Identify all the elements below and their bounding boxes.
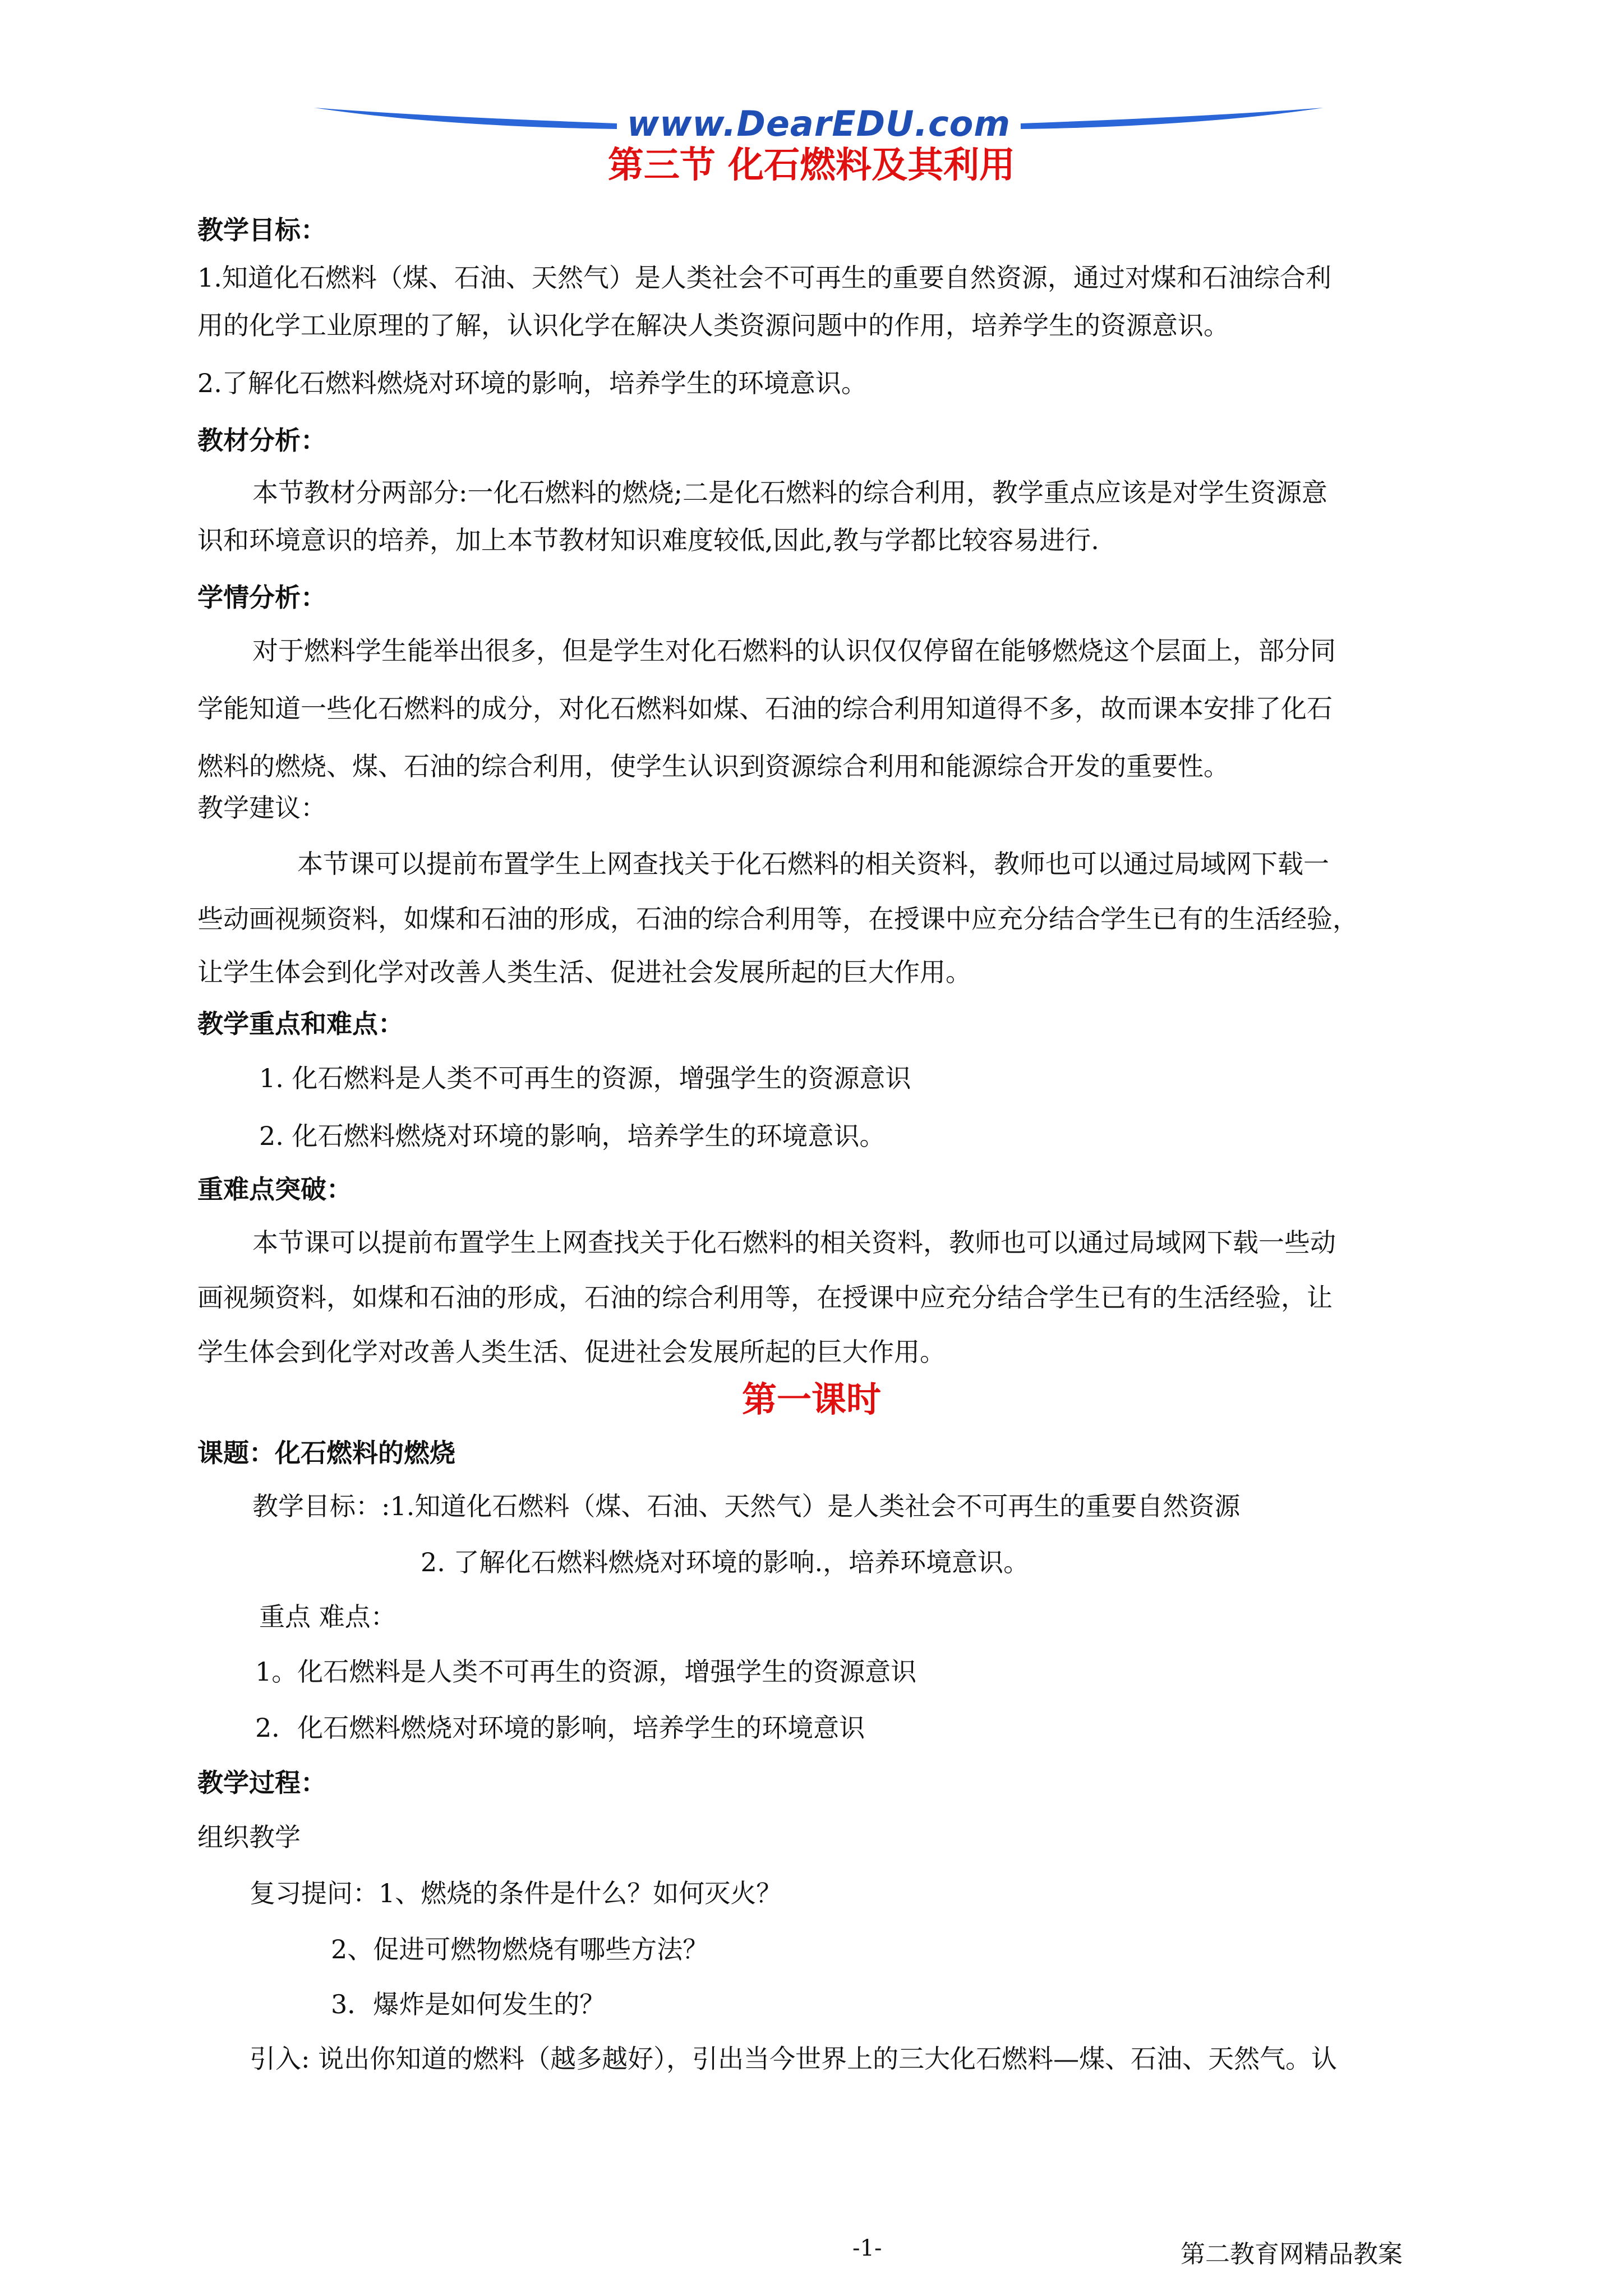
list-item: 2. 化石燃料燃烧对环境的影响，培养学生的环境意识。	[259, 1121, 886, 1151]
lesson-objective: 教学目标：:1.知道化石燃料（煤、石油、天然气）是人类社会不可再生的重要自然资源	[252, 1491, 1241, 1521]
list-item: 2．化石燃料燃烧对环境的影响，培养学生的环境意识	[255, 1713, 865, 1743]
review-question: 2、促进可燃物燃烧有哪些方法？	[331, 1934, 709, 1964]
heading-objectives: 教学目标：	[197, 215, 326, 245]
paragraph-line: 些动画视频资料，如煤和石油的形成，石油的综合利用等，在授课中应充分结合学生已有的生活经验，	[197, 904, 1358, 934]
lesson-objective: 2. 了解化石燃料燃烧对环境的影响.，培养环境意识。	[421, 1547, 1030, 1577]
paragraph-line: 2.了解化石燃料燃烧对环境的影响，培养学生的环境意识。	[197, 368, 867, 398]
key-difficult-label: 重点 难点：	[259, 1602, 396, 1632]
paragraph-line: 识和环境意识的培养，加上本节教材知识难度较低,因此,教与学都比较容易进行.	[197, 525, 1099, 555]
paragraph-line: 学能知道一些化石燃料的成分，对化石燃料如煤、石油的综合利用知道得不多，故而课本安排了化石	[197, 693, 1332, 724]
heading-student-analysis: 学情分析：	[197, 582, 326, 613]
heading-key-points: 教学重点和难点：	[197, 1009, 404, 1039]
paragraph-line: 画视频资料，如煤和石油的形成，石油的综合利用等，在授课中应充分结合学生已有的生活经验，让	[197, 1282, 1332, 1313]
paragraph-line: 学生体会到化学对改善人类生活、促进社会发展所起的巨大作用。	[197, 1337, 946, 1367]
paragraph-line: 本节课可以提前布置学生上网查找关于化石燃料的相关资料，教师也可以通过局域网下载一	[297, 849, 1329, 879]
paragraph-line: 本节教材分两部分:一化石燃料的燃烧;二是化石燃料的综合利用，教学重点应该是对学生资源意	[252, 477, 1327, 508]
lesson-topic-text: 课题：化石燃料的燃烧	[197, 1438, 455, 1468]
paragraph-line: 1.知道化石燃料（煤、石油、天然气）是人类社会不可再生的重要自然资源，通过对煤和石油综合利	[197, 263, 1331, 293]
page-number: -1-	[852, 2235, 882, 2261]
paragraph-line: 引入: 说出你知道的燃料（越多越好），引出当今世界上的三大化石燃料—煤、石油、天然气。认	[250, 2044, 1338, 2074]
heading-breakthrough: 重难点突破：	[197, 1174, 352, 1204]
site-url: www.DearEDU.com	[626, 103, 1011, 144]
review-question: 复习提问：1、燃烧的条件是什么？如何灭火？	[250, 1878, 782, 1908]
page-title: 第三节 化石燃料及其利用	[607, 145, 1016, 186]
footer-source: 第二教育网精品教案	[1181, 2240, 1403, 2269]
lesson-topic	[197, 1436, 1465, 1470]
heading-suggestions: 教学建议：	[197, 793, 326, 823]
list-item: 1。化石燃料是人类不可再生的资源，增强学生的资源意识	[255, 1657, 917, 1687]
paragraph-line: 用的化学工业原理的了解，认识化学在解决人类资源问题中的作用，培养学生的资源意识。	[197, 310, 1229, 341]
paragraph-line: 让学生体会到化学对改善人类生活、促进社会发展所起的巨大作用。	[197, 957, 971, 987]
list-item: 1. 化石燃料是人类不可再生的资源，增强学生的资源意识	[259, 1063, 911, 1093]
paragraph-line: 燃料的燃烧、煤、石油的综合利用，使学生认识到资源综合利用和能源综合开发的重要性。	[197, 751, 1229, 781]
lesson-title: 第一课时	[741, 1379, 881, 1420]
paragraph-line: 本节课可以提前布置学生上网查找关于化石燃料的相关资料，教师也可以通过局域网下载一些动	[252, 1227, 1336, 1258]
heading-material-analysis: 教材分析：	[197, 425, 326, 455]
paragraph-line: 组织教学	[197, 1822, 301, 1852]
heading-teaching-process: 教学过程：	[197, 1768, 326, 1798]
paragraph-line: 对于燃料学生能举出很多，但是学生对化石燃料的认识仅仅停留在能够燃烧这个层面上，部分同	[252, 636, 1336, 666]
review-question: 3．爆炸是如何发生的？	[331, 1989, 606, 2019]
